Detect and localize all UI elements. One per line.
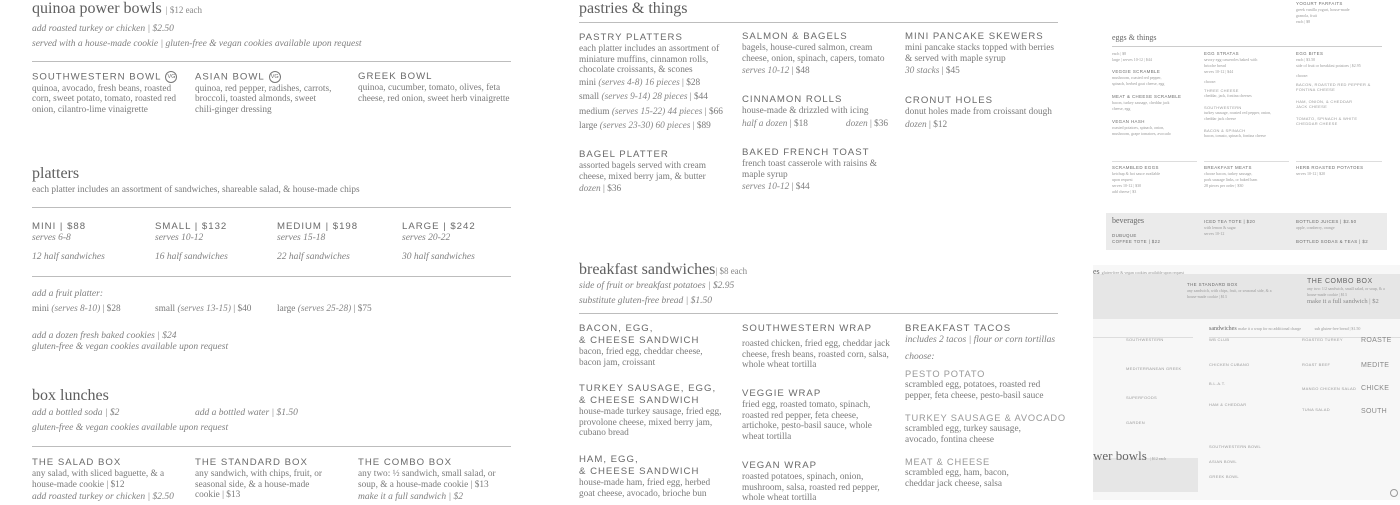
menu-text: serves 10-12: [742, 66, 790, 77]
menu-text: | $12: [929, 119, 948, 130]
thumb-combo-box: [1307, 277, 1395, 306]
menu-text: turkey sausage, roasted red pepper, onion, cheddar jack cheese: [1204, 110, 1272, 121]
menu-block: [1112, 51, 1181, 137]
menu-block: [1126, 337, 1182, 425]
menu-text: BOTTLED JUICES | $2.50: [1296, 219, 1357, 224]
menu-text: SUPERFOODS: [1126, 395, 1158, 400]
menu-text: THE COMBO BOX: [358, 457, 453, 468]
menu-block: [742, 180, 882, 195]
menu-text: | $28: [682, 77, 701, 88]
menu-text: BACON, ROASTED RED PEPPER & FONTINA CHEESE: [1296, 82, 1371, 92]
menu-text: DUBUQUE: [1112, 233, 1137, 238]
menu-block: [1302, 342, 1356, 362]
menu-text: serves 10-12: [742, 182, 790, 193]
divider: [32, 61, 511, 62]
menu-text: (serves 9-14) 28 pieces: [601, 92, 688, 103]
menu-text: cheddar, jack, fontina cheeses: [1204, 93, 1252, 98]
menu-text: PASTRY PLATTERS: [579, 32, 683, 43]
menu-block: [1204, 219, 1255, 237]
menu-text: serves 10-12: [155, 233, 204, 243]
menu-text: YOGURT PARFAITS: [1296, 1, 1343, 6]
menu-text: 16 half sandwiches: [155, 252, 228, 262]
menu-text: SOUTHWESTERN BOWL: [32, 71, 162, 83]
menu-block: [1302, 337, 1356, 412]
menu-text: SOUTH: [1361, 408, 1387, 415]
menu-text: brioche bread: [1204, 63, 1226, 68]
menu-text: each | $8: [1296, 19, 1311, 24]
water-note: add a bottled water | $1.50: [195, 408, 298, 418]
menu-text: BACON, EGG,: [579, 323, 654, 334]
menu-text: COFFEE TOTE | $22: [1112, 239, 1161, 244]
quinoa-title: [32, 0, 202, 18]
menu-text: | $48: [791, 66, 810, 77]
menu-text: roasted potatoes, spinach, onion,: [1112, 125, 1165, 130]
menu-text: dozen: [905, 119, 927, 130]
platter-size: [155, 221, 228, 265]
menu-text: small: [155, 304, 176, 314]
menu-text: THE SALAD BOX: [32, 457, 122, 468]
menu-block: [1296, 165, 1363, 177]
menu-item-salad-box: [32, 457, 182, 505]
menu-text: 22 half sandwiches: [277, 252, 350, 262]
menu-text: TURKEY SAUSAGE, EGG,: [579, 383, 717, 394]
menu-text: SOUTHWESTERN WRAP: [742, 323, 872, 334]
menu-text: CRONUT HOLES: [905, 95, 994, 106]
menu-block: [1204, 51, 1284, 139]
menu-text: spinach, herbed goat cheese, egg: [1112, 81, 1165, 86]
breakfast-note: side of fruit or breakfast potatoes | $2.95: [579, 281, 735, 291]
menu-text: | $45: [941, 66, 960, 77]
menu-text: breakfast sandwiches: [579, 261, 716, 278]
menu-text: VEGAN WRAP: [742, 460, 818, 471]
thumb-yogurt: [1296, 1, 1350, 25]
menu-text: greek vanilla yogurt, house-made: [1296, 7, 1350, 12]
menu-text: choose:: [1204, 79, 1217, 84]
menu-text: each | $8: [1112, 51, 1127, 56]
menu-text: includes 2 tacos | flour or corn tortillas: [905, 335, 1056, 345]
divider: [32, 207, 511, 208]
menu-block: [1209, 449, 1261, 459]
menu-block: [1209, 464, 1261, 474]
menu-text: SALMON & BAGELS: [742, 31, 848, 42]
menu-item-asian-bowl: [195, 71, 335, 115]
fruit-option: [277, 302, 372, 317]
menu-text: dozen: [579, 184, 601, 195]
quinoa-note: add roasted turkey or chicken | $2.50: [32, 24, 174, 34]
menu-item-baked-french-toast: [742, 147, 882, 195]
menu-text: choose:: [1296, 73, 1309, 78]
menu-block: [742, 117, 892, 132]
menu-text: (serves 25-28): [297, 304, 352, 314]
menu-text: TOMATO, SPINACH & WHITE CHEDDAR CHEESE: [1296, 116, 1358, 126]
menu-item-greek-bowl: [358, 71, 513, 104]
menu-item-southwestern-wrap: [742, 323, 894, 371]
menu-text: gluten-free & vegan cookies available upon request: [32, 342, 229, 352]
menu-text: any sandwich, with chips, fruit, or seasonal side, & a house-made cookie | $13: [195, 469, 323, 501]
cookies-note: [32, 331, 228, 353]
menu-text: mushroom, roasted red pepper,: [1112, 75, 1162, 80]
menu-text: make it a wrap for no additional charge: [1238, 326, 1302, 331]
menu-text: & CHEESE SANDWICH: [579, 335, 700, 346]
menu-text: fried egg, roasted tomato, spinach, roasted red pepper, feta cheese, artichoke, pesto-basil sauce, whole wheat tortilla: [742, 400, 872, 442]
vegan-badge-icon: VG: [165, 71, 177, 83]
menu-text: serves 10-12 | $30: [1112, 183, 1142, 188]
menu-block: [1093, 267, 1184, 276]
menu-text: MANGO CHICKEN SALAD: [1302, 386, 1357, 391]
menu-text: any salad, with sliced baguette, & a house-made cookie | $12: [32, 469, 165, 490]
menu-text: SCRAMBLED EGGS: [1112, 165, 1159, 170]
menu-text: MINI | $88: [32, 221, 87, 232]
menu-text: LARGE | $242: [402, 221, 476, 232]
menu-text: | $12 each: [165, 5, 203, 15]
menu-text: VEGAN HASH: [1112, 119, 1145, 124]
thumb-sandwich-col4: [1361, 336, 1392, 416]
box-lunches-title: box lunches: [32, 387, 109, 404]
platters-title: platters: [32, 165, 80, 182]
menu-text: large: [277, 304, 296, 314]
menu-text: 28 pieces per order | $30: [1204, 183, 1244, 188]
menu-text: large: [579, 121, 598, 132]
menu-block: [1093, 448, 1166, 464]
menu-item-bacon-egg-cheese: [579, 323, 724, 368]
menu-text: beverages: [1112, 216, 1144, 225]
menu-block: [579, 76, 724, 91]
menu-text: | $89: [692, 121, 711, 132]
menu-block: [1209, 444, 1261, 479]
menu-item-ham-egg-cheese: [579, 454, 727, 499]
menu-item-mini-pancake-skewers: [905, 31, 1060, 79]
menu-block: [1361, 345, 1392, 361]
thumb-title: eggs & things: [1112, 33, 1157, 42]
menu-text: ROASTED TURKEY: [1302, 337, 1343, 342]
page-thumbnail-lunch[interactable]: [1093, 265, 1400, 500]
menu-text: serves 15-18: [277, 233, 326, 243]
menu-text: serves 10-12: [1204, 231, 1225, 236]
menu-text: CINNAMON ROLLS: [742, 94, 843, 105]
menu-text: choose:: [905, 352, 935, 362]
menu-block: [1296, 219, 1368, 245]
menu-block: [579, 182, 714, 197]
menu-text: 30 stacks: [905, 66, 940, 77]
taco-option: [905, 369, 1065, 401]
menu-text: mini: [32, 304, 50, 314]
menu-text: HERB ROASTED POTATOES: [1296, 165, 1364, 170]
menu-text: gluten-free & vegan cookies available upon request: [1101, 270, 1185, 275]
platter-size: [277, 221, 358, 265]
menu-text: wer bowls: [1093, 448, 1147, 463]
menu-text: MEAT & CHEESE: [905, 457, 990, 468]
menu-text: large | serves 10-12 | $44: [1112, 57, 1152, 62]
menu-text: THE STANDARD BOX: [1187, 282, 1238, 287]
fruit-option: [155, 302, 251, 317]
menu-text: CHICKEN CUBANO: [1209, 362, 1250, 367]
menu-text: BACON & SPINACH: [1204, 128, 1246, 133]
menu-text: TUNA SALAD: [1302, 407, 1330, 412]
menu-block: [1209, 326, 1360, 332]
menu-text: HAM, ONION, & CHEDDAR JACK CHEESE: [1296, 99, 1353, 109]
menu-block: [579, 105, 724, 120]
menu-text: roasted potatoes, spinach, onion, mushroom, salsa, roasted red pepper, whole wheat tortilla: [742, 472, 880, 504]
menu-text: HAM, EGG,: [579, 454, 639, 465]
menu-text: | $18: [789, 118, 808, 129]
breakfast-title: [579, 261, 747, 279]
menu-text: BAGEL PLATTER: [579, 149, 669, 160]
menu-text: add a dozen fresh baked cookies | $24: [32, 331, 177, 341]
platter-size: [402, 221, 476, 265]
menu-block: [1204, 165, 1257, 189]
menu-text: | $8 each: [715, 266, 748, 276]
menu-block: [1112, 165, 1160, 195]
menu-block: [1296, 51, 1371, 126]
menu-text: each platter includes an assortment of miniature muffins, cinnamon rolls, chocolate croissants, & scones: [579, 44, 720, 76]
menu-text: GREEK BOWL: [1209, 474, 1239, 479]
menu-text: es: [1093, 267, 1100, 276]
menu-text: medium: [579, 106, 610, 117]
menu-text: BAKED FRENCH TOAST: [742, 147, 870, 158]
menu-text: & CHEESE SANDWICH: [579, 466, 700, 477]
menu-text: any sandwich, with chips, fruit, or seasonal side, & a house-made cookie | $13: [1187, 288, 1272, 299]
quinoa-note: served with a house-made cookie | gluten-free & vegan cookies available upon request: [32, 39, 362, 49]
platter-size: [32, 221, 105, 265]
menu-text: | $40: [233, 304, 252, 314]
menu-text: SOUTHWESTERN: [1126, 337, 1164, 342]
menu-block: [1112, 46, 1382, 47]
page-number-icon: [1390, 489, 1398, 497]
menu-block: [579, 90, 724, 105]
menu-text: BOTTLED SODAS & TEAS | $2: [1296, 239, 1369, 244]
menu-text: | $44: [791, 182, 810, 193]
breakfast-note: substitute gluten-free bread | $1.50: [579, 296, 713, 306]
menu-text: BREAKFAST TACOS: [905, 323, 1012, 334]
menu-item-cronut-holes: [905, 95, 1060, 132]
menu-text: upon request: [1112, 177, 1133, 182]
menu-text: half a dozen: [742, 118, 788, 129]
menu-text: WB CLUB: [1209, 337, 1230, 342]
menu-block: [905, 118, 1060, 133]
menu-text: house-made ham, fried egg, herbed goat cheese, avocado, brioche bun: [579, 478, 711, 499]
menu-text: bacon, turkey sausage, cheddar jack: [1112, 100, 1170, 105]
menu-text: make it a full sandwich | $2: [358, 492, 463, 503]
menu-block: [1209, 386, 1249, 402]
menu-block: [1126, 400, 1182, 420]
menu-text: 12 half sandwiches: [32, 252, 105, 262]
menu-text: ROASTE: [1361, 337, 1392, 344]
menu-text: ICED TEA TOTE | $20: [1204, 219, 1256, 224]
beverages-panel: [1106, 213, 1387, 250]
menu-item-bagel-platter: [579, 149, 714, 197]
page-thumbnail-eggs[interactable]: [1095, 0, 1400, 250]
menu-text: | $12 each: [1150, 456, 1167, 461]
taco-option: [905, 457, 1030, 489]
menu-text: serves 10-12 | $44: [1204, 69, 1234, 74]
menu-text: scrambled egg, turkey sausage, avocado, fontina cheese: [905, 424, 1021, 445]
menu-text: ASIAN BOWL: [195, 71, 265, 83]
menu-text: bacon, tomato, spinach, fontina cheese: [1204, 133, 1266, 138]
cookies-note: gluten-free & vegan cookies available upon request: [32, 423, 229, 433]
menu-text: MEDIUM | $198: [277, 221, 359, 232]
menu-text: serves 20-22: [402, 233, 451, 243]
menu-text: (serves 8-10): [51, 304, 101, 314]
menu-block: [905, 64, 1060, 79]
menu-text: MEDITE: [1361, 362, 1390, 369]
menu-item-breakfast-tacos: [905, 323, 1065, 490]
menu-text: quinoa, avocado, fresh beans, roasted corn, sweet potato, tomato, roasted red onion, cilantro-lime vinaigrette: [32, 83, 177, 115]
menu-text: PESTO POTATO: [905, 369, 986, 379]
menu-text: (serves 4-8) 16 pieces: [598, 77, 680, 88]
menu-text: any two: 1/2 sandwich, small salad, or soup, & a house-made cookie | $13: [1307, 286, 1385, 297]
menu-text: cheese, egg: [1112, 106, 1131, 111]
menu-item-vegan-wrap: [742, 460, 887, 504]
menu-text: GREEK BOWL: [358, 71, 433, 82]
menu-text: & CHEESE SANDWICH: [579, 395, 700, 406]
fruit-platter-label: add a fruit platter:: [32, 289, 103, 299]
menu-text: side of fruit or breakfast potatoes | $2.95: [1296, 63, 1361, 68]
menu-text: with lemon & sugar: [1204, 225, 1236, 230]
menu-text: CHICKE: [1361, 385, 1390, 392]
menu-text: any two: ½ sandwich, small salad, or soup, & a house-made cookie | $13: [358, 469, 496, 490]
menu-text: B.L.A.T.: [1209, 381, 1226, 386]
menu-item-combo-box: [358, 457, 508, 505]
menu-text: serves 6-8: [32, 233, 71, 243]
divider: [579, 22, 1058, 23]
menu-text: HAM & CHEDDAR: [1209, 402, 1247, 407]
menu-text: 30 half sandwiches: [402, 252, 475, 262]
menu-text: | $75: [353, 304, 372, 314]
divider: [579, 313, 1058, 314]
menu-text: donut holes made from croissant dough: [905, 107, 1052, 117]
menu-text: assorted bagels served with cream cheese, mixed berry jam, & butter: [579, 161, 707, 182]
menu-text: choose bacon, turkey sausage,: [1204, 171, 1253, 176]
menu-text: quinoa, red pepper, radishes, carrots, broccoli, toasted almonds, sweet chili-ginger dressing: [195, 83, 332, 115]
menu-text: ROAST BEEF: [1302, 362, 1331, 367]
menu-text: VEGGIE WRAP: [742, 388, 822, 399]
menu-text: MEDITERRANEAN GREEK: [1126, 366, 1182, 371]
menu-text: ASIAN BOWL: [1209, 459, 1237, 464]
menu-text: serves 10-12 | $20: [1296, 171, 1326, 176]
pastries-title: pastries & things: [579, 0, 688, 17]
menu-item-pastry-platters: [579, 32, 724, 134]
menu-text: MINI PANCAKE SKEWERS: [905, 31, 1044, 42]
menu-text: add roasted turkey or chicken | $2.50: [32, 492, 174, 503]
menu-text: scrambled egg, ham, bacon, cheddar jack cheese, salsa: [905, 468, 1009, 489]
menu-text: SMALL | $132: [155, 221, 228, 232]
menu-block: [32, 71, 182, 84]
menu-text: savory egg casseroles baked with: [1204, 57, 1258, 62]
menu-text: SOUTHWESTERN: [1204, 105, 1242, 110]
menu-block: [742, 64, 892, 79]
menu-block: [1126, 371, 1182, 395]
menu-text: mini pancake stacks topped with berries & served with maple syrup: [905, 43, 1054, 64]
menu-text: granola, fruit: [1296, 13, 1317, 18]
menu-text: ketchup & hot sauce available: [1112, 171, 1161, 176]
menu-item-salmon-bagels: [742, 31, 892, 79]
menu-text: GARDEN: [1126, 420, 1145, 425]
menu-text: house-made & drizzled with icing: [742, 106, 869, 116]
taco-option: [905, 413, 1066, 445]
menu-item-southwestern-bowl: [32, 71, 182, 115]
menu-block: [1209, 337, 1249, 407]
menu-text: quinoa, cucumber, tomato, olives, feta cheese, red onion, sweet herb vinaigrette: [358, 83, 510, 104]
menu-text: | $36: [603, 184, 622, 195]
platters-desc: each platter includes an assortment of sandwiches, shareable salad, & house-made chips: [32, 185, 360, 195]
menu-text: (serves 23-30) 60 pieces: [599, 121, 691, 132]
menu-text: THE STANDARD BOX: [195, 457, 308, 468]
menu-block: [1126, 342, 1182, 366]
menu-item-veggie-wrap: [742, 388, 882, 442]
menu-block: [1302, 367, 1356, 386]
menu-text: mini: [579, 77, 597, 88]
menu-text: (serves 15-22) 44 pieces: [611, 106, 703, 117]
menu-text: | $36: [869, 118, 889, 129]
menu-block: [1204, 161, 1289, 162]
menu-text: TURKEY SAUSAGE & AVOCADO: [905, 413, 1066, 424]
menu-item-standard-box: [195, 457, 335, 501]
menu-text: bagels, house-cured salmon, cream cheese, onion, spinach, capers, tomato: [742, 43, 885, 64]
menu-text: THREE CHEESE: [1204, 88, 1239, 93]
menu-text: house-made turkey sausage, fried egg, provolone cheese, mixed berry jam, cubano bread: [579, 407, 722, 439]
menu-item-cinnamon-rolls: [742, 94, 892, 131]
divider: [32, 276, 511, 277]
menu-text: roasted chicken, fried egg, cheddar jack cheese, fresh beans, roasted corn, salsa, whole wheat tortilla: [742, 339, 890, 371]
menu-block: [1112, 233, 1160, 245]
menu-text: french toast casserole with raisins & maple syrup: [742, 159, 878, 180]
menu-text: mushroom, grape tomatoes, avocado: [1112, 131, 1171, 136]
menu-block: [1361, 370, 1392, 384]
vegan-badge-icon: VG: [269, 71, 281, 83]
thumb-combo-title: THE COMBO BOX: [1307, 278, 1373, 285]
menu-text: dozen: [845, 118, 868, 129]
menu-text: sandwiches: [1209, 326, 1237, 332]
thumb-combo-extra: make it a full sandwich | $2: [1307, 298, 1379, 305]
menu-text: each | $3.50: [1296, 57, 1316, 62]
menu-item-turkey-sausage-egg-cheese: [579, 383, 727, 439]
menu-text: bacon, fried egg, cheddar cheese, bacon jam, croissant: [579, 347, 703, 368]
menu-block: [1209, 367, 1249, 381]
menu-text: | $44: [689, 92, 708, 103]
menu-block: [1187, 282, 1282, 300]
menu-text: SOUTHWESTERN BOWL: [1209, 444, 1261, 449]
menu-block: [195, 71, 335, 84]
menu-block: [579, 119, 724, 134]
menu-block: [1302, 391, 1356, 407]
menu-text: | $66: [704, 106, 723, 117]
menu-text: VEGGIE SCRAMBLE: [1112, 69, 1161, 74]
menu-text: MEAT & CHEESE SCRAMBLE: [1112, 94, 1182, 99]
menu-block: [1361, 393, 1392, 407]
menu-text: EGG STRATAS: [1204, 51, 1239, 56]
soda-note: add a bottled soda | $2: [32, 408, 120, 418]
menu-text: BREAKFAST MEATS: [1204, 165, 1252, 170]
menu-text: (serves 13-15): [177, 304, 231, 314]
menu-text: pork sausage links, or baked ham: [1204, 177, 1258, 182]
fruit-option: [32, 302, 121, 317]
menu-text: add cheese | $3: [1112, 189, 1137, 194]
menu-text: quinoa power bowls: [32, 0, 162, 17]
menu-text: sub gluten-free bread | $1.50: [1314, 326, 1361, 331]
divider: [32, 446, 511, 447]
menu-text: EGG BITES: [1296, 51, 1324, 56]
menu-text: apple, cranberry, orange: [1296, 225, 1335, 230]
menu-text: | $28: [102, 304, 121, 314]
menu-block: [1296, 161, 1382, 162]
menu-text: scrambled egg, potatoes, roasted red pepper, feta cheese, pesto-basil sauce: [905, 380, 1044, 401]
menu-block: [1112, 161, 1197, 162]
menu-text: small: [579, 92, 600, 103]
menu-block: [1209, 342, 1249, 362]
